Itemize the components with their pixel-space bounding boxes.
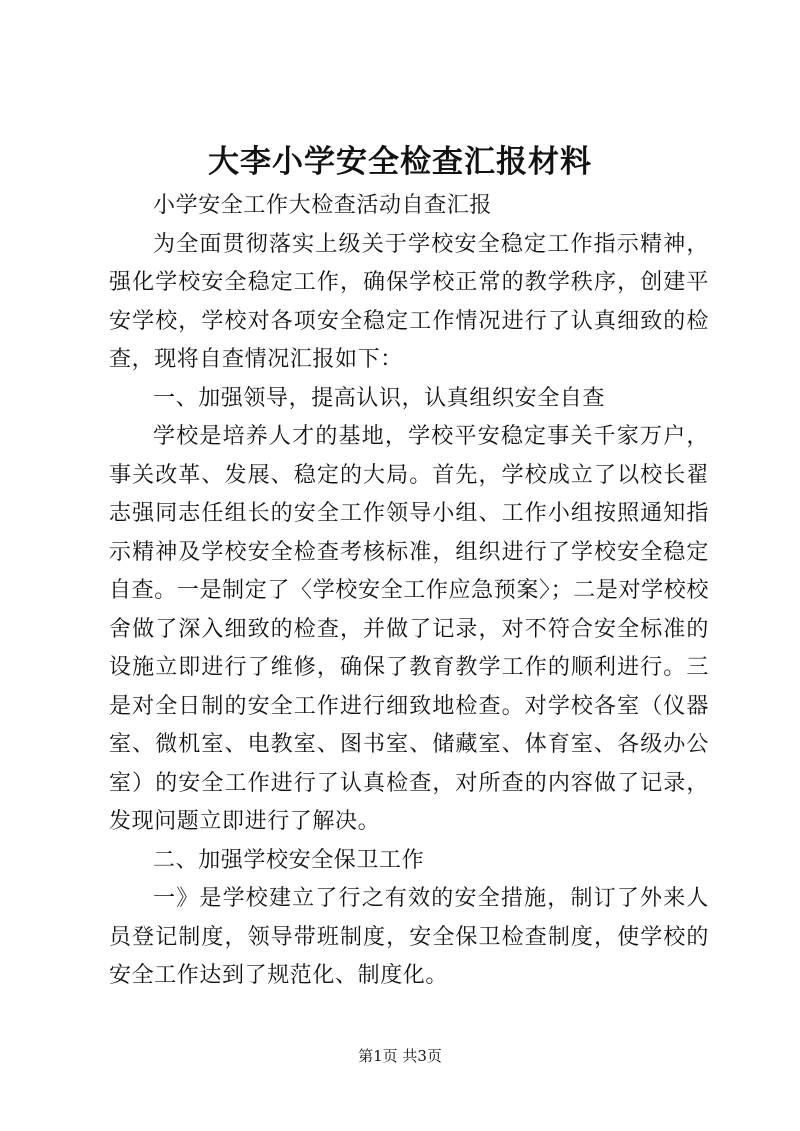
page-number-footer: 第1页 共3页	[358, 1047, 442, 1065]
section-heading-2: 二、加强学校安全保卫工作	[153, 847, 425, 873]
document-body	[109, 187, 709, 996]
document-title: 大李小学安全检查汇报材料	[208, 144, 592, 180]
intro-paragraph: 为全面贯彻落实上级关于学校安全稳定工作指示精神，强化学校安全稳定工作，确保学校正常的教学秩序，创建平安学校，学校对各项安全稳定工作情况进行了认真细致的检查，现将自查情况汇报如下：	[109, 231, 709, 372]
section-heading-1: 一、加强领导，提高认识，认真组织安全自查	[153, 385, 606, 411]
section-1-paragraph: 学校是培养人才的基地，学校平安稳定事关千家万户，事关改革、发展、稳定的大局。首先，学校成立了以校长翟志强同志任组长的安全工作领导小组、工作小组按照通知指示精神及学校安全检查考核标准，组织进行了学校安全稳定自查。一是制定了〈学校安全工作应急预案〉；二是对学校校舍做了深入细致的检查，并做了记录，对不符合安全标准的设施立即进行了维修，确保了教育教学工作的顺利进行。三是对全日制的安全工作进行细致地检查。对学校各室（仪器室、微机室、电教室、图书室、储藏室、体育室、各级办公室）的安全工作进行了认真检查，对所查的内容做了记录，发现问题立即进行了解决。	[109, 424, 709, 834]
subtitle-paragraph: 小学安全工作大检查活动自查汇报	[153, 193, 493, 218]
section-2-paragraph: 一》是学校建立了行之有效的安全措施，制订了外来人员登记制度，领导带班制度，安全保卫检查制度，使学校的安全工作达到了规范化、制度化。	[109, 886, 709, 988]
